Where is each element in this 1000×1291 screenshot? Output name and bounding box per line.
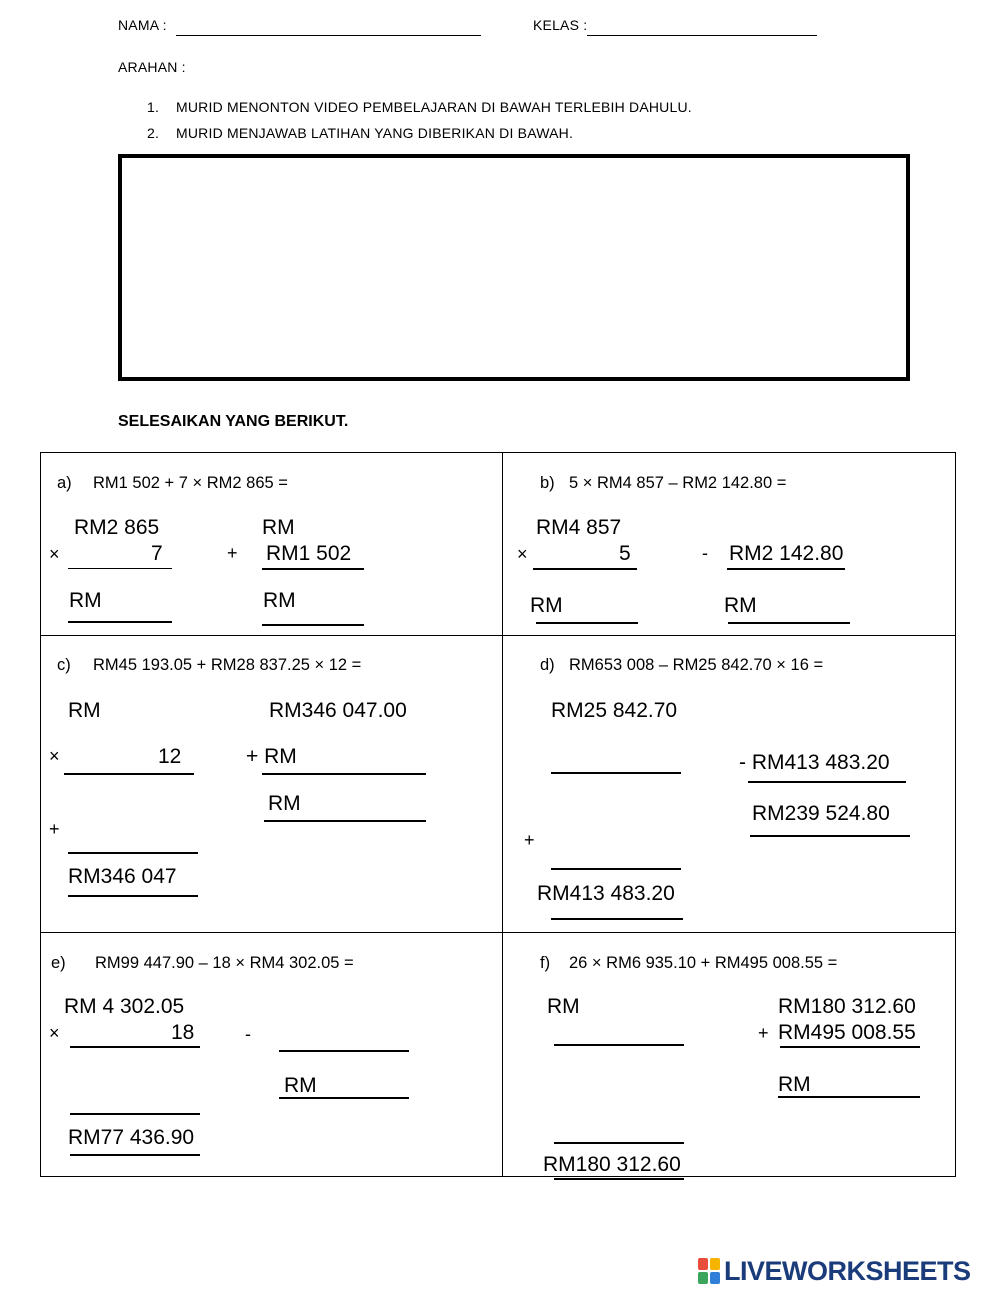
question-c-line-3 <box>68 895 198 897</box>
question-a-times-sign: × <box>49 544 60 564</box>
question-a-label: a) <box>57 474 72 492</box>
liveworksheets-logo <box>698 1256 971 1286</box>
question-b-text: 5 × RM4 857 – RM2 142.80 = <box>569 474 787 492</box>
question-e-line-2 <box>70 1113 200 1115</box>
question-d-line-5 <box>750 835 910 837</box>
question-e-times-sign: × <box>49 1023 60 1043</box>
question-c-text: RM45 193.05 + RM28 837.25 × 12 = <box>93 656 362 674</box>
question-b-multiplicand: RM4 857 <box>536 516 622 539</box>
question-b-minus-sign: - <box>702 543 708 563</box>
question-e-line-1 <box>70 1046 200 1048</box>
question-b-line-3 <box>727 568 845 570</box>
question-d-line-4 <box>748 781 906 783</box>
question-a-addend-2: RM1 502 <box>266 542 352 565</box>
question-c-line-2 <box>68 852 198 854</box>
logo-block-yellow <box>710 1258 720 1270</box>
question-a-product[interactable]: RM <box>69 589 102 612</box>
question-c-sum[interactable]: RM <box>268 792 301 815</box>
question-d-line-1[interactable] <box>551 772 681 774</box>
question-e-multiplicand: RM 4 302.05 <box>64 995 185 1018</box>
question-d-text: RM653 008 – RM25 842.70 × 16 = <box>569 656 824 674</box>
question-a-line-4 <box>262 624 364 626</box>
instruction-2-number: 2. <box>147 125 160 141</box>
kelas-field[interactable] <box>587 35 817 36</box>
question-f-line-1[interactable] <box>554 1044 684 1046</box>
question-c-multiplicand[interactable]: RM <box>68 699 101 722</box>
question-c-addend-2[interactable]: + RM <box>246 745 297 768</box>
question-c-multiplier: 12 <box>158 745 182 768</box>
question-a-line-3 <box>262 568 364 570</box>
question-d-line-3 <box>551 918 683 920</box>
instruction-1-text: MURID MENONTON VIDEO PEMBELAJARAN DI BAWAH TERLEBIH DAHULU. <box>176 99 692 115</box>
question-d-multiplicand: RM25 842.70 <box>551 699 678 722</box>
instruction-1-number: 1. <box>147 99 160 115</box>
question-e-minus-sign: - <box>245 1024 251 1044</box>
question-a-multiplicand: RM2 865 <box>74 516 160 539</box>
question-d-label: d) <box>540 656 555 674</box>
question-c-times-sign: × <box>49 746 60 766</box>
instruction-2-text: MURID MENJAWAB LATIHAN YANG DIBERIKAN DI BAWAH. <box>176 125 574 141</box>
question-e-line-5 <box>279 1097 409 1099</box>
question-c-plus-sign: + <box>49 819 60 839</box>
question-e-difference[interactable]: RM <box>284 1074 317 1097</box>
question-c-line-4 <box>262 773 426 775</box>
question-b-line-2 <box>536 622 638 624</box>
question-c-product: RM346 047 <box>68 865 177 888</box>
question-b-subtrahend: RM2 142.80 <box>729 542 844 565</box>
question-d-subtrahend: - RM413 483.20 <box>739 751 890 774</box>
question-e-line-3 <box>70 1154 200 1156</box>
question-c-line-5 <box>264 820 426 822</box>
logo-block-red <box>698 1258 708 1270</box>
question-f-line-4 <box>780 1046 920 1048</box>
question-e-text: RM99 447.90 – 18 × RM4 302.05 = <box>95 954 354 972</box>
section-title: SELESAIKAN YANG BERIKUT. <box>118 413 349 430</box>
logo-block-blue <box>710 1272 720 1284</box>
question-f-sum[interactable]: RM <box>778 1073 811 1096</box>
question-f-text: 26 × RM6 935.10 + RM495 008.55 = <box>569 954 838 972</box>
question-c-addend-1: RM346 047.00 <box>269 699 407 722</box>
question-f-plus-sign: + <box>758 1023 769 1043</box>
question-b-line-1 <box>533 568 637 570</box>
question-d-product: RM413 483.20 <box>537 882 675 905</box>
question-a-line-2 <box>68 621 172 623</box>
question-f-multiplicand[interactable]: RM <box>547 995 580 1018</box>
question-a-addend-1[interactable]: RM <box>262 516 295 539</box>
question-a-plus-sign: + <box>227 543 238 563</box>
question-d-difference: RM239 524.80 <box>752 802 890 825</box>
question-b-times-sign: × <box>517 544 528 564</box>
question-a-line-1 <box>68 568 172 569</box>
question-a-text: RM1 502 + 7 × RM2 865 = <box>93 474 288 492</box>
nama-label: NAMA : <box>118 17 167 33</box>
question-e-line-4[interactable] <box>279 1050 409 1052</box>
question-d-plus-sign: + <box>524 830 535 850</box>
liveworksheets-logo-icon <box>698 1258 720 1284</box>
question-a-multiplier: 7 <box>151 542 163 565</box>
question-e-multiplier: 18 <box>171 1021 195 1044</box>
question-c-label: c) <box>57 656 71 674</box>
nama-field[interactable] <box>176 35 481 36</box>
question-e-product: RM77 436.90 <box>68 1126 195 1149</box>
question-a-sum[interactable]: RM <box>263 589 296 612</box>
question-f-label: f) <box>540 954 551 972</box>
grid-divider-row-1 <box>40 635 956 636</box>
question-f-line-2 <box>554 1142 684 1144</box>
arahan-label: ARAHAN : <box>118 59 186 75</box>
question-d-line-2[interactable] <box>551 868 681 870</box>
question-b-label: b) <box>540 474 555 492</box>
question-f-addend-1: RM180 312.60 <box>778 995 916 1018</box>
question-f-line-5 <box>778 1096 920 1098</box>
question-c-line-1 <box>64 773 194 775</box>
question-b-difference[interactable]: RM <box>724 594 757 617</box>
question-b-product[interactable]: RM <box>530 594 563 617</box>
logo-block-green <box>698 1272 708 1284</box>
video-frame[interactable] <box>118 154 910 381</box>
question-f-line-3 <box>554 1178 684 1180</box>
grid-divider-row-2 <box>40 932 956 933</box>
question-b-line-4 <box>728 622 850 624</box>
kelas-label: KELAS : <box>533 17 588 33</box>
liveworksheets-logo-text: LIVEWORKSHEETS <box>724 1255 971 1286</box>
question-e-label: e) <box>51 954 66 972</box>
question-f-product: RM180 312.60 <box>543 1153 681 1176</box>
question-f-addend-2: RM495 008.55 <box>778 1021 916 1044</box>
question-b-multiplier: 5 <box>619 542 631 565</box>
grid-vertical-divider <box>502 452 503 1177</box>
